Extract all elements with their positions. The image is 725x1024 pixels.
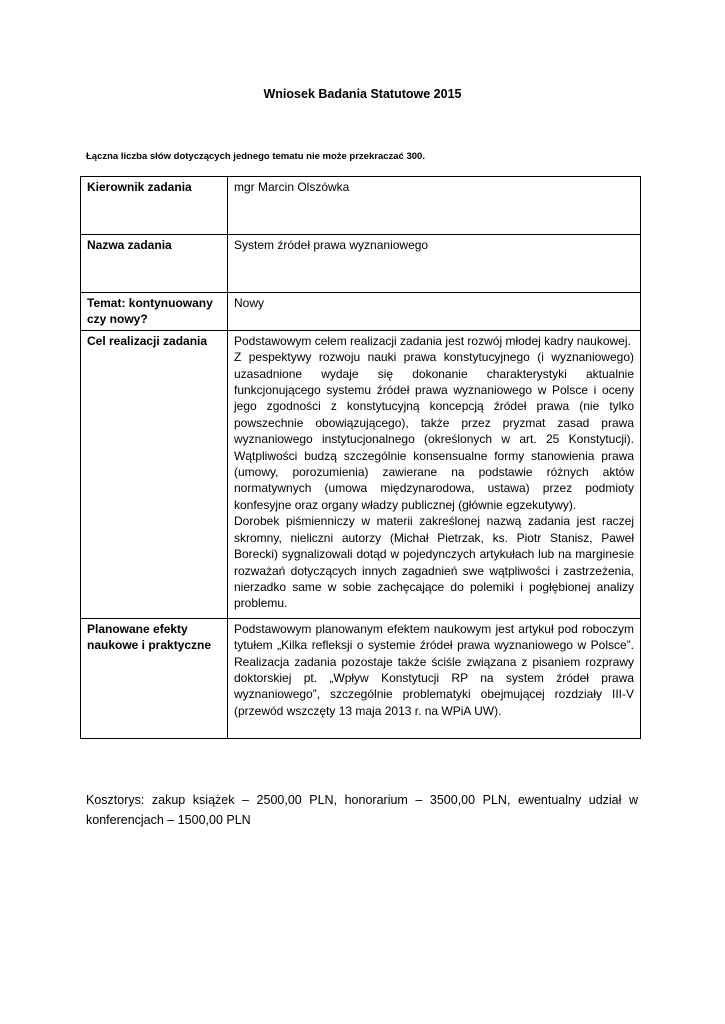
table-row xyxy=(81,293,641,331)
row-value-manager: mgr Marcin Olszówka xyxy=(228,177,641,235)
word-limit-note: Łączna liczba słów dotyczących jednego tematu nie może przekraczać 300. xyxy=(86,151,425,162)
row-label-effects: Planowane efekty naukowe i praktyczne xyxy=(81,618,228,738)
row-label-goal: Cel realizacji zadania xyxy=(81,330,228,618)
row-label-manager: Kierownik zadania xyxy=(81,177,228,235)
table-row xyxy=(81,330,641,618)
row-value-goal xyxy=(228,330,641,618)
goal-paragraph: Podstawowym celem realizacji zadania jest rozwój młodej kadry naukowej. xyxy=(234,333,631,348)
row-value-task-name: System źródeł prawa wyznaniowego xyxy=(228,235,641,293)
row-value-effects xyxy=(228,618,641,738)
goal-paragraph: Dorobek piśmienniczy w materii zakreślonej nazwą zadania jest raczej skromny, nieliczni autorzy (Michał Pietrzak, ks. Piotr Stanisz, Paweł Borecki) sygnalizowali dotąd w pojedynczych artykułach lub na marginesie rozważań dotyczących innych zagadnień swe wątpliwości i zastrzeżenia, nierzadko same w sobie zachęcające do polemiki i pogłębionej analizy problemu. xyxy=(234,514,634,611)
row-label-task-name: Nazwa zadania xyxy=(81,235,228,293)
document-title: Wniosek Badania Statutowe 2015 xyxy=(263,87,462,101)
table-row xyxy=(81,235,641,293)
effects-paragraph: Podstawowym planowanym efektem naukowym jest artykuł pod roboczym tytułem „Kilka refleksji o systemie źródeł prawa wyznaniowego w Polsce”. Realizacja zadania pozostaje także ściśle związana z pisaniem rozprawy doktorskiej pt. „Wpływ Konstytucji RP na system źródeł prawa wyznaniowego”, szczególnie problematyki obejmującej rozdziały III-V (przewód wszczęty 13 maja 2013 r. na WPiA UW). xyxy=(234,621,634,718)
cost-estimate: Kosztorys: zakup książek – 2500,00 PLN, honorarium – 3500,00 PLN, ewentualny udział w konferencjach – 1500,00 PLN xyxy=(86,793,638,827)
goal-paragraph: Z pespektywy rozwoju nauki prawa konstytucyjnego (i wyznaniowego) uzasadnione wydaje się dokonanie charakterystyki aktualnie funkcjonującego systemu źródeł prawa wyznaniowego w Polsce i oceny jego zgodności z konstytucyjną koncepcją źródeł prawa (nie tylko powszechnie obowiązującego), także przez pryzmat zasad prawa wyznaniowego instytucjonalnego (określonych w art. 25 Konstytucji). Wątpliwości budzą szczególnie konsensualne formy stanowienia prawa (umowy, porozumienia) zawierane na podstawie różnych aktów normatywnych (umowa międzynarodowa, ustawa) przez podmioty konfesyjne oraz organy władzy publicznej (głównie egzekutywy). xyxy=(234,350,634,512)
table-row xyxy=(81,618,641,738)
row-label-topic: Temat: kontynuowany czy nowy? xyxy=(81,293,228,331)
row-value-topic: Nowy xyxy=(228,293,641,331)
application-table xyxy=(80,176,641,739)
table-row xyxy=(81,177,641,235)
